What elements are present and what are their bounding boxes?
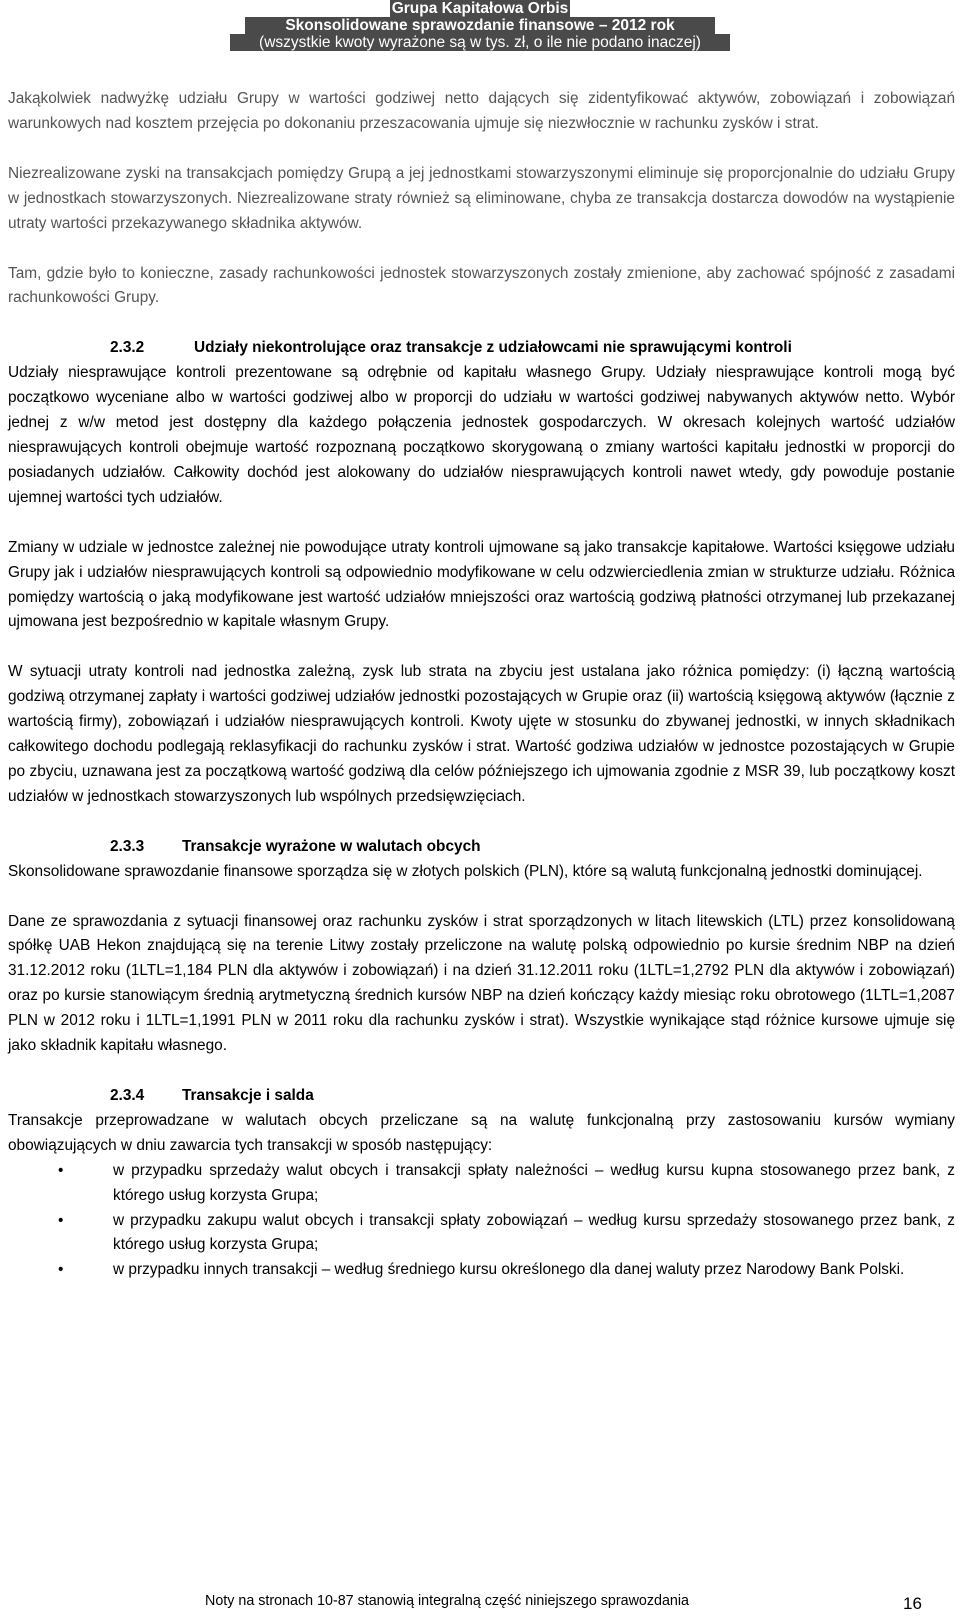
page-number: 16 bbox=[903, 1594, 922, 1613]
page-header bbox=[0, 0, 960, 51]
section-heading-2-3-3 bbox=[8, 835, 955, 860]
header-company: Grupa Kapitałowa Orbis bbox=[391, 0, 569, 17]
section-heading-2-3-2 bbox=[8, 336, 955, 361]
list-item: • w przypadku innych transakcji – według średniego kursu określonego dla danej waluty przez Narodowy Bank Polski. bbox=[8, 1258, 955, 1283]
section-number: 2.3.3 bbox=[110, 837, 145, 855]
paragraph-nci-3: W sytuacji utraty kontroli nad jednostka zależną, zysk lub strata na zbyciu jest ustalana jako różnica pomiędzy: (i) łączną wartością godziwą otrzymanej zapłaty i wartości godziwej udziałów jednostki pozostających w Grupie oraz (ii) wartością księgową aktywów (łącznie z wartością firmy), zobowiązań i udziałów niesprawujących kontroli. Kwoty ujęte w stosunku do zbywanej jednostki, w innych składnikach całkowitego dochodu podlegają reklasyfikacji do rachunku zysków i strat. Wartość godziwa udziałów w jednostce pozostających w Grupie po zbyciu, uznawana jest za początkową wartość godziwą dla celów późniejszego ich ujmowania zgodnie z MSR 39, lub początkowy koszt udziałów w jednostkach stowarzyszonych lub wspólnych przedsięwzięciach. bbox=[8, 663, 955, 805]
paragraph-policies: Tam, gdzie było to konieczne, zasady rachunkowości jednostek stowarzyszonych zostały zmienione, aby zachować spójność z zasadami rachunkowości Grupy. bbox=[8, 264, 955, 307]
header-report-title: Skonsolidowane sprawozdanie finansowe – 2012 rok bbox=[245, 17, 715, 34]
paragraph-surplus: Jakąkolwiek nadwyżkę udziału Grupy w wartości godziwej netto dających się zidentyfikować aktywów, zobowiązań i zobowiązań warunkowych nad kosztem przejęcia po dokonaniu przeszacowania ujmuje się niezwłocznie w rachunku zysków i strat. bbox=[8, 90, 955, 132]
header-amounts-note: (wszystkie kwoty wyrażone są w tys. zł, o ile nie podano inaczej) bbox=[230, 34, 730, 51]
section-title: Transakcje i salda bbox=[182, 1087, 314, 1104]
list-item: • w przypadku sprzedaży walut obcych i transakcji spłaty należności – według kursu kupna stosowanego przez bank, z którego usług korzysta Grupa; bbox=[8, 1159, 955, 1209]
document-body bbox=[8, 87, 955, 1283]
bullet-list bbox=[8, 1159, 955, 1284]
paragraph-transactions: Transakcje przeprowadzane w walutach obcych przeliczane są na walutę funkcjonalną przy zastosowaniu kursów wymiany obowiązujących w dniu zawarcia tych transakcji w sposób następujący: bbox=[8, 1111, 955, 1154]
section-title: Transakcje wyrażone w walutach obcych bbox=[182, 837, 481, 855]
section-title: Udziały niekontrolujące oraz transakcje z udziałowcami nie sprawującymi kontroli bbox=[194, 339, 792, 357]
bullet-icon: • bbox=[58, 1161, 64, 1179]
section-number: 2.3.2 bbox=[110, 339, 145, 357]
paragraph-unrealized: Niezrealizowane zyski na transakcjach pomiędzy Grupą a jej jednostkami stowarzyszonymi eliminuje się proporcjonalnie do udziału Grupy w jednostkach stowarzyszonych. Niezrealizowane straty również są eliminowane, chyba ze transakcja dostarcza dowodów na wystąpienie utraty wartości przekazywanego składnika aktywów. bbox=[8, 164, 955, 232]
section-heading-2-3-4 bbox=[8, 1084, 955, 1109]
paragraph-fx-1: Skonsolidowane sprawozdanie finansowe sporządza się w złotych polskich (PLN), które są walutą funkcjonalną jednostki dominującej. bbox=[8, 862, 923, 880]
section-number: 2.3.4 bbox=[110, 1087, 145, 1104]
bullet-icon: • bbox=[58, 1211, 64, 1229]
page-footer-note: Noty na stronach 10-87 stanowią integralną część niniejszego sprawozdania bbox=[205, 1593, 689, 1609]
paragraph-fx-2: Dane ze sprawozdania z sytuacji finansowej oraz rachunku zysków i strat sporządzonych w litach litewskich (LTL) przez konsolidowaną spółkę UAB Hekon znajdującą się na terenie Litwy zostały przeliczone na walutę polską odpowiednio po kursie średnim NBP na dzień 31.12.2012 roku (1LTL=1,184 PLN dla aktywów i zobowiązań) i na dzień 31.12.2011 roku (1LTL=1,2792 PLN dla aktywów i zobowiązań) oraz po kursie stanowiącym średnią arytmetyczną średnich kursów NBP na dzień kończący każdy miesiąc roku obrotowego (1LTL=1,2087 PLN w 2012 roku i 1LTL=1,1991 PLN w 2011 roku dla rachunku zysków i strat). Wszystkie wynikające stąd różnice kursowe ujmuje się jako składnik kapitału własnego. bbox=[8, 912, 955, 1055]
bullet-icon: • bbox=[58, 1261, 64, 1279]
list-item: • w przypadku zakupu walut obcych i transakcji spłaty zobowiązań – według kursu sprzedaży stosowanego przez bank, z którego usług korzysta Grupa; bbox=[8, 1209, 955, 1259]
paragraph-nci-1: Udziały niesprawujące kontroli prezentowane są odrębnie od kapitału własnego Grupy. Udziały niesprawujące kontroli mogą być początkowo wyceniane albo w wartości godziwej albo w proporcji do udziału w wartości godziwej nabywanych aktywów netto. Wybór jednej z w/w metod jest dostępny dla każdego połączenia jednostek gospodarczych. W okresach kolejnych wartość udziałów niesprawujących kontroli obejmuje wartość rozpoznaną początkowo skorygowaną o zmiany wartości kapitału jednostki w proporcji do posiadanych udziałów. Całkowity dochód jest alokowany do udziałów niesprawujących kontroli nawet wtedy, gdy powoduje postanie ujemnej wartości tych udziałów. bbox=[8, 364, 955, 506]
paragraph-nci-2: Zmiany w udziale w jednostce zależnej nie powodujące utraty kontroli ujmowane są jako transakcje kapitałowe. Wartości księgowe udziału Grupy jak i udziałów niesprawujących kontroli są odpowiednio modyfikowane w celu odzwierciedlenia zmian w strukturze udziału. Różnica pomiędzy wartością o jaką modyfikowane jest wartość udziałów mniejszości oraz wartością godziwą płatności otrzymanej lub przekazanej ujmowana jest bezpośrednio w kapitale własnym Grupy. bbox=[8, 538, 955, 631]
